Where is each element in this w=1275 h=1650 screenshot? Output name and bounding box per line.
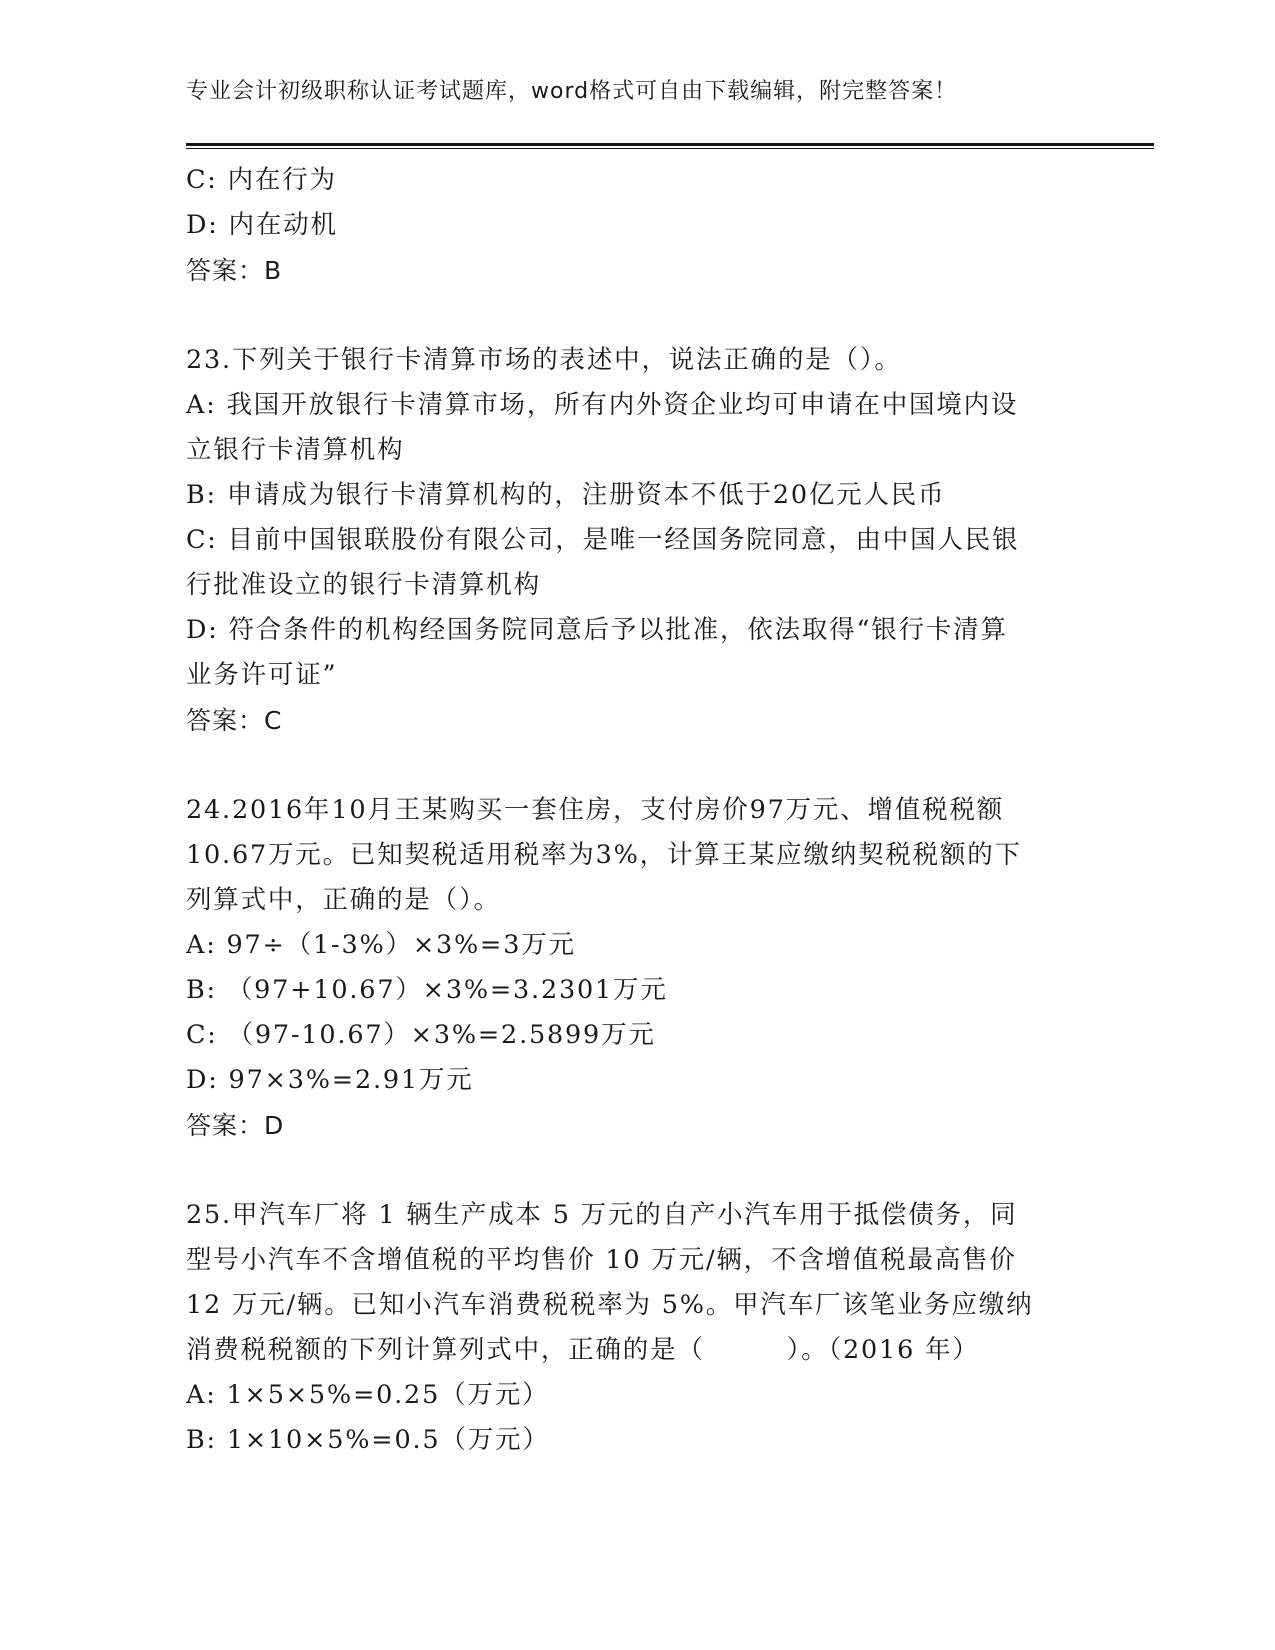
prev-question bbox=[186, 158, 1086, 293]
option-d: D: 符合条件的机构经国务院同意后予以批准，依法取得“银行卡清算 bbox=[186, 615, 1008, 645]
option-d-cont: 业务许可证” bbox=[186, 660, 338, 690]
option-a-cont: 立银行卡清算机构 bbox=[186, 435, 405, 465]
header-rule-thin bbox=[186, 148, 1154, 149]
option-c: C: （97-10.67）×3%=2.5899万元 bbox=[186, 1020, 656, 1050]
option-c: C: 内在行为 bbox=[186, 165, 337, 195]
option-c-cont: 行批准设立的银行卡清算机构 bbox=[186, 570, 541, 600]
question-23 bbox=[186, 338, 1086, 743]
option-b: B: 申请成为银行卡清算机构的，注册资本不低于20亿元人民币 bbox=[186, 480, 946, 510]
answer: 答案：C bbox=[186, 706, 283, 735]
option-a: A: 1×5×5%=0.25（万元） bbox=[186, 1380, 550, 1410]
question-text: 10.67万元。已知契税适用税率为3%，计算王某应缴纳契税税额的下 bbox=[186, 840, 1022, 870]
option-a: A: 我国开放银行卡清算市场，所有内外资企业均可申请在中国境内设 bbox=[186, 390, 1019, 420]
option-a: A: 97÷（1-3%）×3%=3万元 bbox=[186, 930, 576, 960]
answer: 答案：B bbox=[186, 256, 283, 285]
option-c: C: 目前中国银联股份有限公司，是唯一经国务院同意，由中国人民银 bbox=[186, 525, 1020, 555]
option-d: D: 97×3%=2.91万元 bbox=[186, 1065, 474, 1095]
option-d: D: 内在动机 bbox=[186, 210, 338, 240]
question-text: 23.下列关于银行卡清算市场的表述中，说法正确的是（）。 bbox=[186, 345, 902, 375]
question-text: 12 万元/辆。已知小汽车消费税税率为 5%。甲汽车厂该笔业务应缴纳 bbox=[186, 1290, 1034, 1320]
page-header: 专业会计初级职称认证考试题库，word格式可自由下载编辑，附完整答案！ bbox=[186, 79, 958, 104]
question-text: 列算式中，正确的是（）。 bbox=[186, 885, 501, 915]
question-text: 消费税税额的下列计算列式中，正确的是（ ）。（2016 年） bbox=[186, 1335, 980, 1365]
question-content bbox=[186, 158, 1086, 1463]
question-text: 24.2016年10月王某购买一套住房，支付房价97万元、增值税税额 bbox=[186, 795, 1005, 825]
question-24 bbox=[186, 788, 1086, 1148]
question-text: 型号小汽车不含增值税的平均售价 10 万元/辆，不含增值税最高售价 bbox=[186, 1245, 1017, 1275]
question-25 bbox=[186, 1193, 1086, 1463]
option-b: B: 1×10×5%=0.5（万元） bbox=[186, 1425, 550, 1455]
question-text: 25.甲汽车厂将 1 辆生产成本 5 万元的自产小汽车用于抵偿债务，同 bbox=[186, 1200, 1018, 1230]
option-b: B: （97+10.67）×3%=3.2301万元 bbox=[186, 975, 668, 1005]
answer: 答案：D bbox=[186, 1111, 285, 1140]
header-rule-thick bbox=[186, 143, 1154, 146]
